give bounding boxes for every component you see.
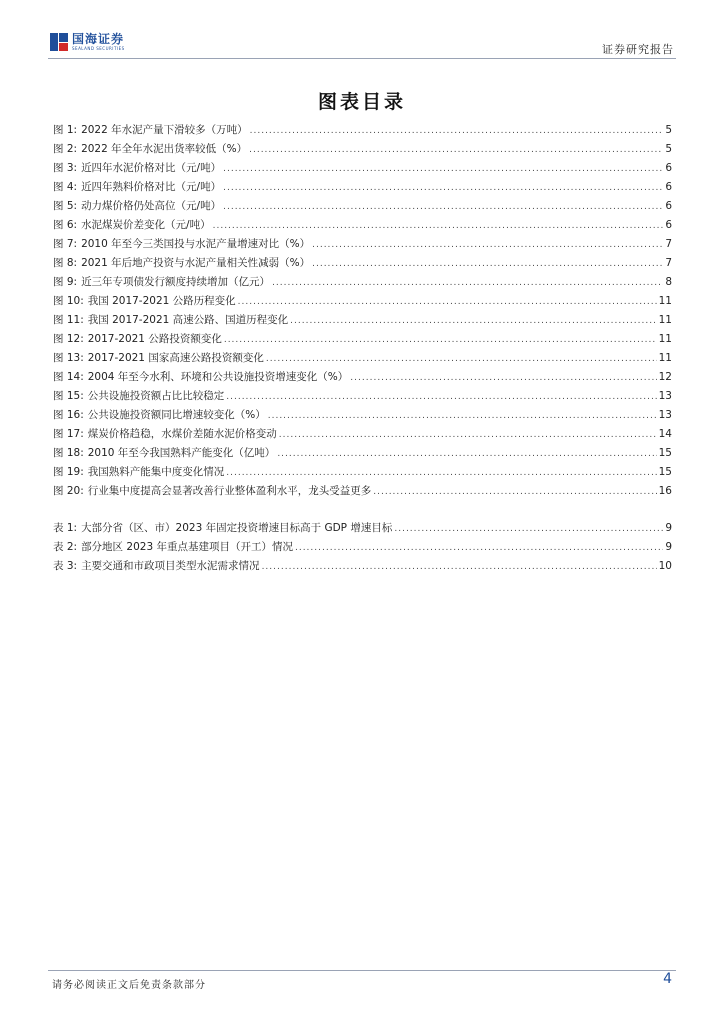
entry-page-number: 12	[658, 371, 672, 383]
entry-label: 图 6:	[53, 219, 78, 231]
table-entry[interactable]	[53, 538, 672, 557]
entry-title: 我国熟料产能集中度变化情况	[87, 466, 225, 478]
entry-title: 煤炭价格趋稳，水煤价差随水泥价格变动	[87, 428, 277, 440]
entry-label: 图 18:	[53, 447, 84, 459]
entry-page-number: 13	[658, 409, 672, 421]
figure-entry[interactable]	[53, 140, 672, 159]
dot-leader	[226, 464, 656, 483]
figure-entry[interactable]	[53, 387, 672, 406]
entry-label: 图 4:	[53, 181, 78, 193]
entry-title: 我国 2017-2021 公路历程变化	[87, 295, 236, 307]
entry-page-number: 15	[658, 447, 672, 459]
dot-leader	[224, 331, 657, 350]
entry-page-number: 6	[665, 219, 672, 231]
entry-label: 图 14:	[53, 371, 84, 383]
document-type: 证券研究报告	[602, 43, 674, 56]
entry-title: 我国 2017-2021 高速公路、国道历程变化	[87, 314, 289, 326]
entry-page-number: 11	[658, 333, 672, 345]
figure-entry[interactable]	[53, 444, 672, 463]
dot-leader	[295, 539, 663, 558]
dot-leader	[249, 141, 663, 160]
entry-label: 图 12:	[53, 333, 84, 345]
entry-page-number: 5	[665, 143, 672, 155]
entry-title: 2021 年后地产投资与水泥产量相关性减弱（%）	[81, 257, 311, 269]
entry-label: 表 3:	[53, 560, 78, 572]
header-divider	[48, 58, 676, 59]
entry-page-number: 7	[665, 257, 672, 269]
figure-entry[interactable]	[53, 254, 672, 273]
dot-leader	[223, 179, 663, 198]
entry-title: 部分地区 2023 年重点基建项目（开工）情况	[81, 541, 293, 553]
figure-entry[interactable]	[53, 463, 672, 482]
entry-page-number: 7	[665, 238, 672, 250]
figure-entry[interactable]	[53, 216, 672, 235]
entry-title: 2017-2021 国家高速公路投资额变化	[87, 352, 264, 364]
footer-disclaimer: 请务必阅读正文后免责条款部分	[52, 980, 206, 991]
entry-label: 图 20:	[53, 485, 84, 497]
dot-leader	[213, 217, 664, 236]
entry-label: 图 11:	[53, 314, 84, 326]
company-logo	[50, 32, 125, 52]
entry-page-number: 8	[665, 276, 672, 288]
dot-leader	[226, 388, 656, 407]
entry-page-number: 6	[665, 181, 672, 193]
figure-entry[interactable]	[53, 406, 672, 425]
entry-page-number: 13	[658, 390, 672, 402]
figure-entry[interactable]	[53, 349, 672, 368]
figure-entry[interactable]	[53, 121, 672, 140]
entry-label: 图 2:	[53, 143, 78, 155]
entry-page-number: 6	[665, 162, 672, 174]
page-header	[0, 0, 724, 62]
entry-title: 行业集中度提高会显著改善行业整体盈利水平，龙头受益更多	[87, 485, 372, 497]
entry-label: 图 1:	[53, 124, 78, 136]
figure-entry[interactable]	[53, 235, 672, 254]
entry-page-number: 9	[665, 522, 672, 534]
dot-leader	[266, 350, 657, 369]
figure-entry[interactable]	[53, 330, 672, 349]
dot-leader	[250, 122, 664, 141]
entry-page-number: 11	[658, 314, 672, 326]
entry-label: 图 3:	[53, 162, 78, 174]
figure-entry[interactable]	[53, 368, 672, 387]
dot-leader	[312, 255, 663, 274]
entry-title: 2010 年至今三类国投与水泥产量增速对比（%）	[81, 238, 311, 250]
entry-title: 2004 年至今水利、环境和公共设施投资增速变化（%）	[87, 371, 349, 383]
dot-leader	[373, 483, 656, 502]
footer-divider	[48, 970, 676, 971]
dot-leader	[238, 293, 657, 312]
entry-label: 图 17:	[53, 428, 84, 440]
figure-entry[interactable]	[53, 292, 672, 311]
logo-name-en: SEALAND SECURITIES	[72, 46, 125, 51]
entry-title: 主要交通和市政项目类型水泥需求情况	[81, 560, 260, 572]
entry-page-number: 14	[658, 428, 672, 440]
entry-label: 表 1:	[53, 522, 78, 534]
entry-label: 图 19:	[53, 466, 84, 478]
entry-label: 图 5:	[53, 200, 78, 212]
dot-leader	[277, 445, 656, 464]
dot-leader	[223, 160, 663, 179]
figure-entry[interactable]	[53, 311, 672, 330]
entry-title: 2017-2021 公路投资额变化	[87, 333, 222, 345]
page-number: 4	[663, 971, 672, 987]
entry-label: 图 9:	[53, 276, 78, 288]
table-entry[interactable]	[53, 557, 672, 576]
entry-title: 水泥煤炭价差变化（元/吨）	[81, 219, 211, 231]
toc-title: 图表目录	[317, 91, 406, 113]
entry-label: 图 8:	[53, 257, 78, 269]
dot-leader	[290, 312, 656, 331]
dot-leader	[394, 520, 663, 539]
logo-name-cn: 国海证券	[72, 32, 125, 46]
entry-page-number: 6	[665, 200, 672, 212]
entry-title: 近三年专项债发行额度持续增加（亿元）	[81, 276, 271, 288]
entry-title: 公共设施投资额占比比较稳定	[87, 390, 225, 402]
logo-mark-icon	[50, 33, 68, 51]
dot-leader	[350, 369, 656, 388]
entry-label: 表 2:	[53, 541, 78, 553]
entry-page-number: 11	[658, 295, 672, 307]
table-entry[interactable]	[53, 519, 672, 538]
dot-leader	[262, 558, 657, 577]
entry-title: 公共设施投资额同比增速较变化（%）	[87, 409, 266, 421]
entry-page-number: 10	[658, 560, 672, 572]
entry-title: 近四年水泥价格对比（元/吨）	[81, 162, 222, 174]
figure-entry[interactable]	[53, 425, 672, 444]
entry-label: 图 7:	[53, 238, 78, 250]
figure-entry[interactable]	[53, 159, 672, 178]
entry-title: 2022 年水泥产量下滑较多（万吨）	[81, 124, 248, 136]
dot-leader	[272, 274, 663, 293]
entry-page-number: 9	[665, 541, 672, 553]
entry-page-number: 15	[658, 466, 672, 478]
entry-title: 动力煤价格仍处高位（元/吨）	[81, 200, 222, 212]
dot-leader	[223, 198, 663, 217]
figure-entry[interactable]	[53, 178, 672, 197]
dot-leader	[312, 236, 663, 255]
tables-list	[53, 519, 672, 576]
entry-title: 大部分省（区、市）2023 年固定投资增速目标高于 GDP 增速目标	[81, 522, 393, 534]
entry-page-number: 5	[665, 124, 672, 136]
entry-label: 图 10:	[53, 295, 84, 307]
entry-page-number: 16	[658, 485, 672, 497]
entry-label: 图 15:	[53, 390, 84, 402]
entry-title: 2022 年全年水泥出货率较低（%）	[81, 143, 248, 155]
figures-list	[53, 121, 672, 501]
figure-entry[interactable]	[53, 273, 672, 292]
figure-entry[interactable]	[53, 197, 672, 216]
figure-entry[interactable]	[53, 482, 672, 501]
dot-leader	[279, 426, 657, 445]
entry-title: 2010 年至今我国熟料产能变化（亿吨）	[87, 447, 276, 459]
entry-page-number: 11	[658, 352, 672, 364]
entry-title: 近四年熟料价格对比（元/吨）	[81, 181, 222, 193]
entry-label: 图 16:	[53, 409, 84, 421]
entry-label: 图 13:	[53, 352, 84, 364]
dot-leader	[268, 407, 657, 426]
